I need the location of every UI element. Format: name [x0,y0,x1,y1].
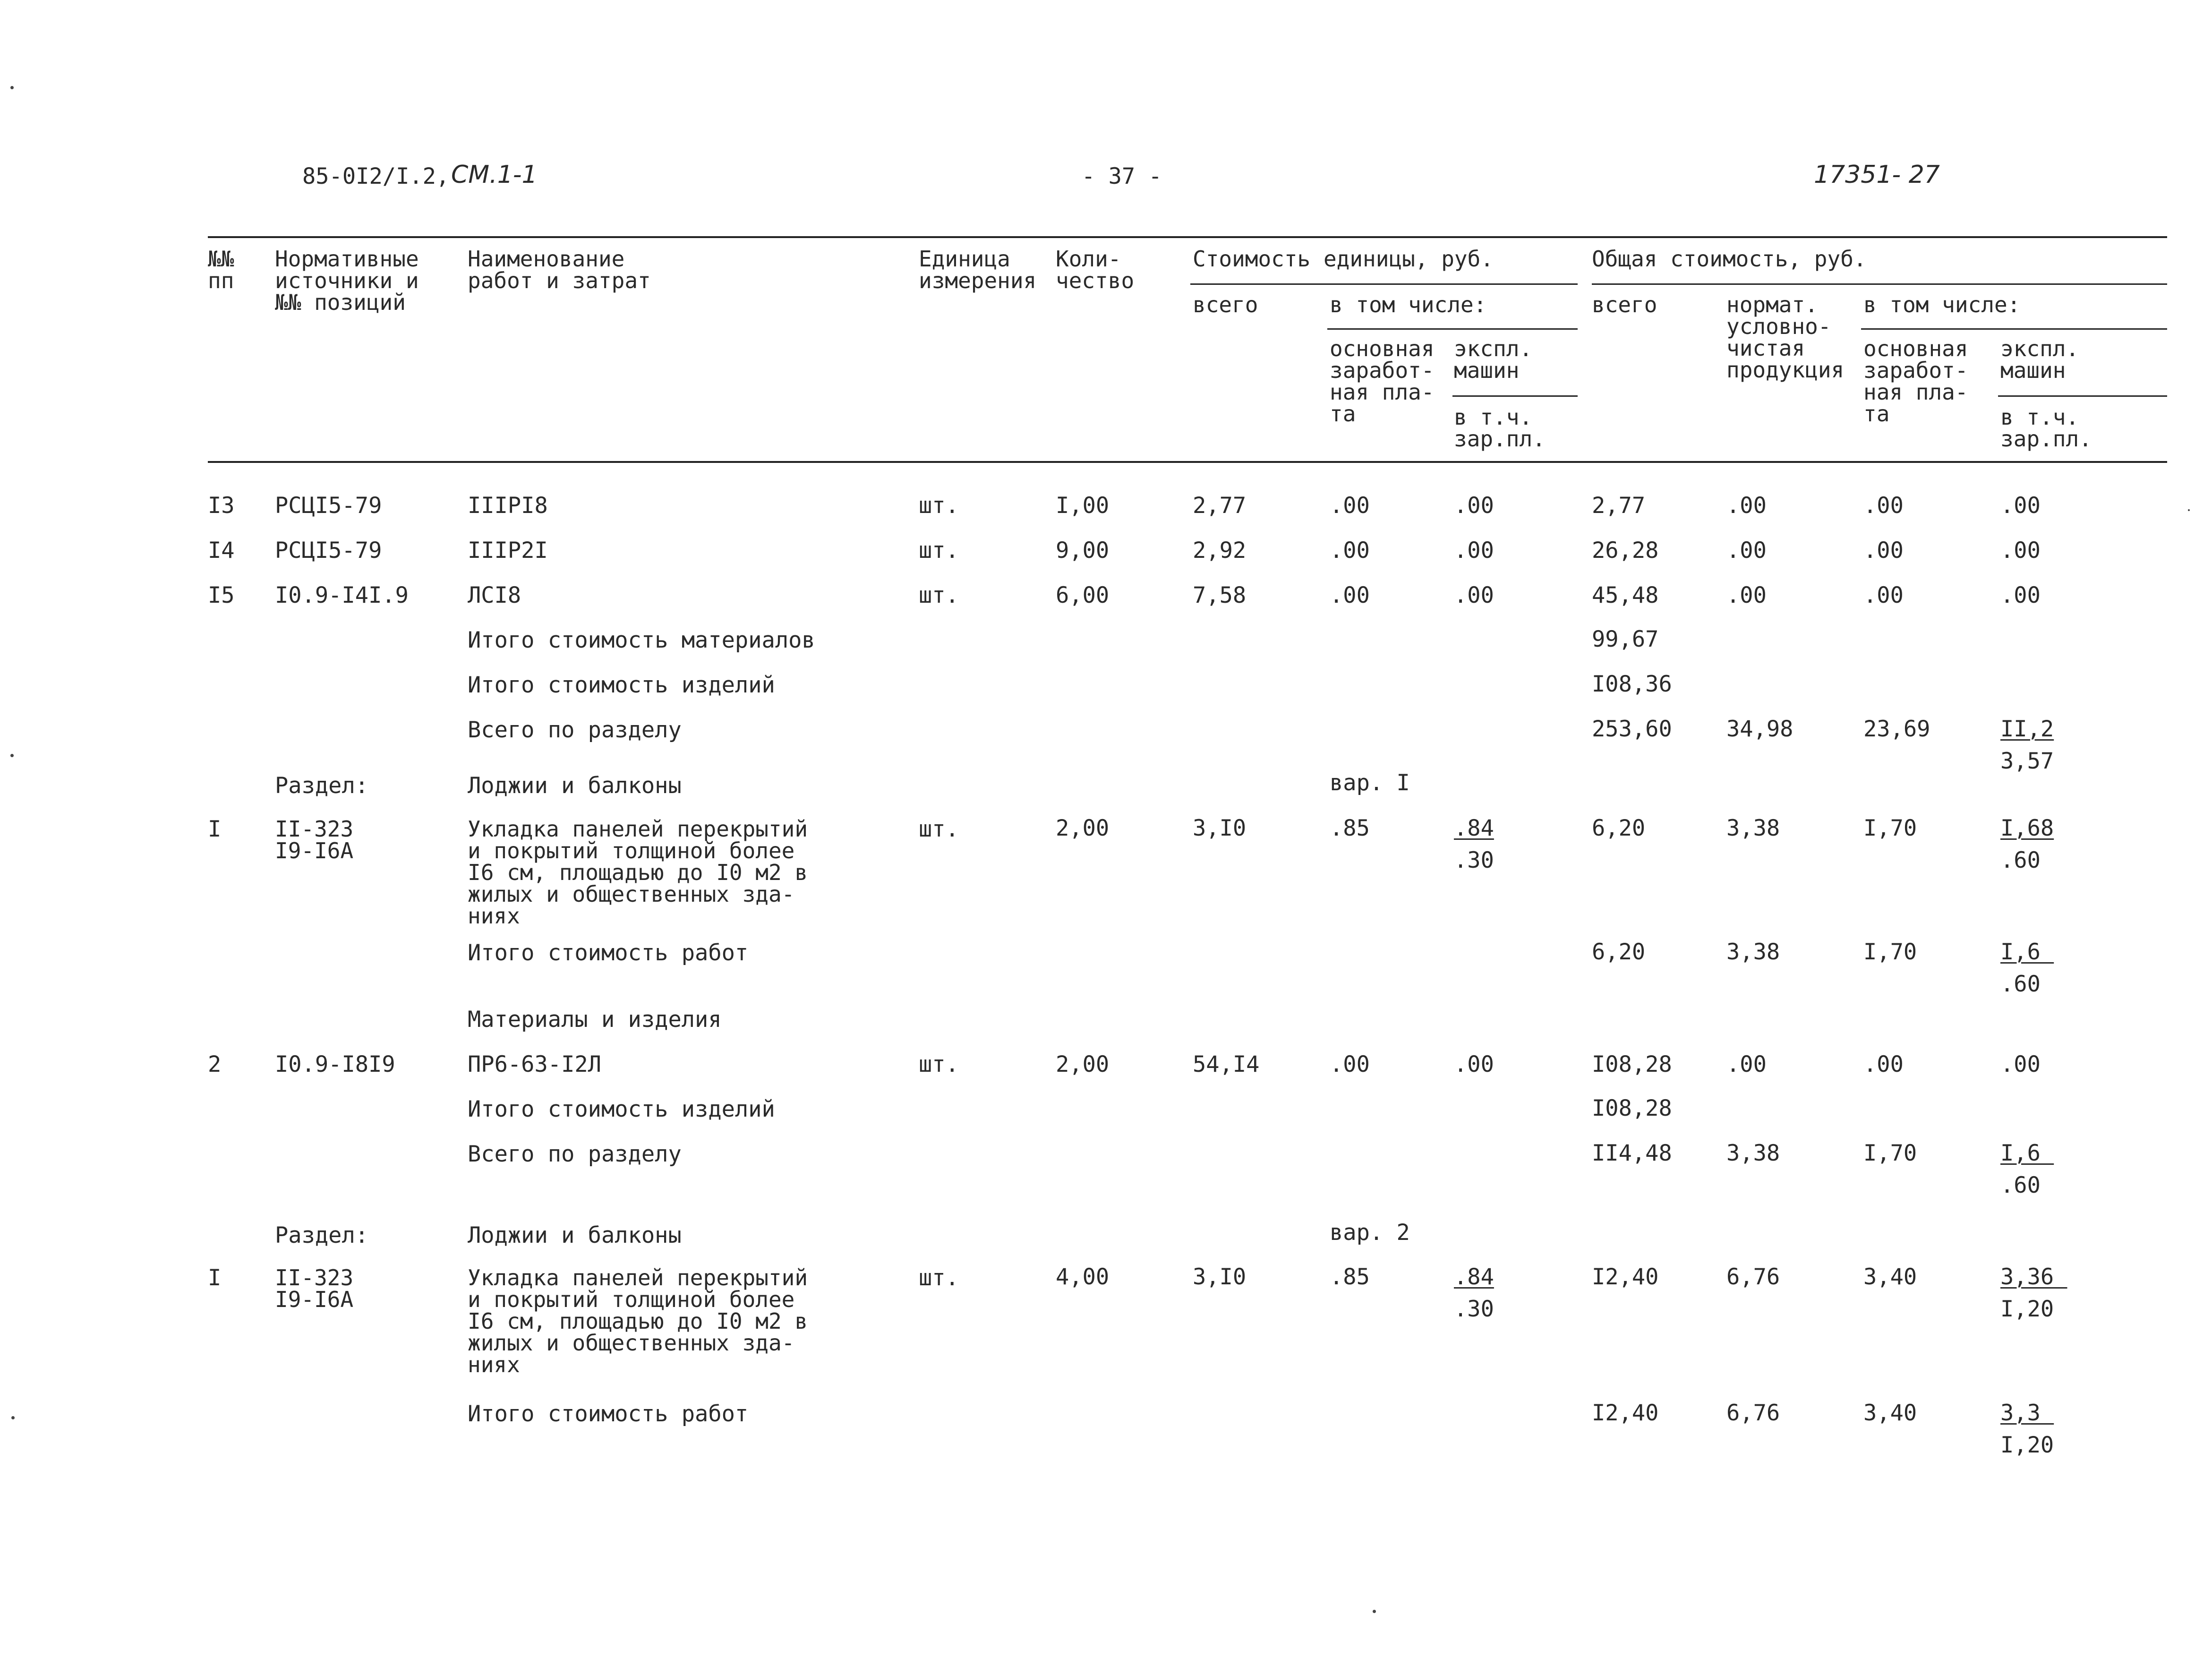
row-name: Укладка панелей перекрытий и покрытий толщиной более I6 см, площадью до I0 м2 в жилых и общественных зда- ниях [468,1265,808,1377]
section-total: II4,48 [1592,1140,1672,1166]
row-qty: 4,00 [1056,1264,1110,1290]
subtotal-total: 6,20 [1592,939,1646,965]
row-name: IIIРI8 [468,493,548,519]
row-total-wage: I,70 [1863,815,1917,841]
subtotal-total: I2,40 [1592,1400,1659,1426]
header-total-total: всего [1592,292,1657,317]
subtotal-total: 99,67 [1592,626,1659,652]
row-unit-total: 54,I4 [1193,1051,1260,1077]
row-unit-wage: .00 [1330,493,1370,519]
subtotal-mach-wage: .60 [2000,971,2041,997]
row-total: 26,28 [1592,538,1659,564]
total-incl-rule [1861,328,2167,330]
row-unit-mach: .84 [1454,815,1494,841]
subtotal-label: Итого стоимость изделий [468,672,775,698]
section-label: Раздел: [275,1222,369,1248]
row-total-norm: .00 [1726,582,1767,608]
subtotal-norm: 3,38 [1726,939,1780,965]
subtotal-wage: 3,40 [1863,1400,1917,1426]
section-total-mach-wage: 3,57 [2000,748,2054,774]
section-total-wage: I,70 [1863,1140,1917,1166]
group-heading: Материалы и изделия [468,1007,722,1033]
header-unit-mach-wage: в т.ч. зар.пл. [1454,404,1546,452]
row-unit-mach: .84 [1454,1264,1494,1290]
subtotal-mach: I,6 [2000,939,2054,965]
row-unit: шт. [919,493,959,519]
unit-mach-rule [1452,395,1578,397]
subtotal-total: I08,36 [1592,671,1672,697]
subtotal-total: I08,28 [1592,1095,1672,1121]
row-total-norm: 3,38 [1726,815,1780,841]
row-total: I2,40 [1592,1264,1659,1290]
table-header-bottom-rule [208,461,2167,463]
header-unit: Единица измерения [919,246,1037,293]
subtotal-mach-wage: I,20 [2000,1432,2054,1458]
row-total-mach: 3,36 [2000,1264,2067,1290]
scan-speck [11,1416,15,1419]
row-total-wage: .00 [1863,493,1904,519]
row-source: II-323 I9-I6А [275,1265,354,1312]
header-total-norm: нормат. условно- чистая продукция [1726,292,1845,383]
header-total-mach: экспл. машин [2000,336,2079,383]
row-unit-mach-wage: .30 [1454,1296,1494,1322]
row-unit-mach: .00 [1454,493,1494,519]
row-total: 45,48 [1592,582,1659,608]
row-num: I3 [208,493,235,519]
row-unit: шт. [919,1051,959,1077]
scan-speck [2188,509,2190,511]
row-unit-total: 3,I0 [1193,815,1247,841]
header-unit-wage: основная заработ- ная пла- та [1330,336,1435,427]
row-total-mach: .00 [2000,1051,2041,1077]
row-total: I08,28 [1592,1051,1672,1077]
section-variant: вар. 2 [1330,1220,1410,1246]
row-total: 6,20 [1592,815,1646,841]
row-unit: шт. [919,1265,959,1291]
row-source: РСЦI5-79 [275,538,382,564]
section-total-mach-wage: .60 [2000,1172,2041,1198]
row-total-norm: .00 [1726,538,1767,564]
row-unit-wage: .85 [1330,815,1370,841]
header-total-mach-wage: в т.ч. зар.пл. [2000,404,2092,452]
scan-speck [10,86,14,89]
section-total-mach: I,6 [2000,1140,2054,1166]
total-cost-rule [1592,283,2167,285]
header-source: Нормативные источники и №№ позиций [275,246,419,315]
row-num: 2 [208,1051,222,1077]
section-title: Лоджии и балконы [468,1222,682,1248]
row-total-wage: .00 [1863,1051,1904,1077]
header-unit-incl: в том числе: [1330,292,1487,317]
row-name: IIIР2I [468,538,548,564]
row-num: I [208,1265,222,1291]
document-code-handwritten: СМ.1-1 [451,161,538,189]
row-total: 2,77 [1592,493,1646,519]
section-title: Лоджии и балконы [468,773,682,799]
row-unit-mach: .00 [1454,538,1494,564]
subtotal-label: Итого стоимость работ [468,940,749,966]
row-total-mach: .00 [2000,493,2041,519]
row-total-mach-wage: .60 [2000,847,2041,873]
unit-incl-rule [1327,328,1578,330]
subtotal-norm: 6,76 [1726,1400,1780,1426]
section-total: 253,60 [1592,716,1672,742]
section-total-norm: 3,38 [1726,1140,1780,1166]
section-total-norm: 34,98 [1726,716,1794,742]
subtotal-mach: 3,3 [2000,1400,2054,1426]
header-unit-total: всего [1193,292,1258,317]
section-total-mach: II,2 [2000,716,2054,742]
row-total-wage: .00 [1863,538,1904,564]
header-unit-mach: экспл. машин [1454,336,1533,383]
table-top-rule [208,236,2167,238]
row-qty: 2,00 [1056,1051,1110,1077]
row-total-wage: 3,40 [1863,1264,1917,1290]
inventory-stamp: 17351- 27 [1814,161,1940,189]
row-unit-wage: .85 [1330,1264,1370,1290]
row-unit-wage: .00 [1330,582,1370,608]
header-total-wage: основная заработ- ная пла- та [1863,336,1968,427]
row-unit: шт. [919,538,959,564]
row-qty: I,00 [1056,493,1110,519]
row-num: I5 [208,582,235,608]
header-unit-cost: Стоимость единицы, руб. [1193,246,1494,272]
document-code: 85-0I2/I.2, [302,163,450,189]
subtotal-label: Итого стоимость изделий [468,1096,775,1122]
section-total-wage: 23,69 [1863,716,1930,742]
row-qty: 9,00 [1056,538,1110,564]
row-unit: шт. [919,816,959,842]
row-total-norm: .00 [1726,1051,1767,1077]
row-total-mach: I,68 [2000,815,2054,841]
total-mach-rule [1998,395,2167,397]
row-unit-total: 7,58 [1193,582,1247,608]
section-label: Раздел: [275,773,369,799]
header-qty: Коли- чество [1056,246,1135,293]
row-unit-mach: .00 [1454,582,1494,608]
row-unit-mach: .00 [1454,1051,1494,1077]
scan-speck [10,754,14,757]
row-unit-total: 2,77 [1193,493,1247,519]
row-unit-wage: .00 [1330,1051,1370,1077]
header-num: №№ пп [208,246,234,293]
row-total-wage: .00 [1863,582,1904,608]
row-qty: 6,00 [1056,582,1110,608]
row-num: I [208,816,222,842]
row-total-norm: .00 [1726,493,1767,519]
row-unit-mach-wage: .30 [1454,847,1494,873]
row-unit: шт. [919,582,959,608]
subtotal-label: Итого стоимость материалов [468,627,815,653]
row-name: ПР6-63-I2Л [468,1051,601,1077]
section-total-label: Всего по разделу [468,1141,682,1167]
row-unit-total: 2,92 [1193,538,1247,564]
row-total-norm: 6,76 [1726,1264,1780,1290]
row-source: РСЦI5-79 [275,493,382,519]
row-qty: 2,00 [1056,815,1110,841]
header-total-cost: Общая стоимость, руб. [1592,246,1867,272]
unit-cost-rule [1190,283,1578,285]
row-source: I0.9-I8I9 [275,1051,395,1077]
row-unit-total: 3,I0 [1193,1264,1247,1290]
row-source: I0.9-I4I.9 [275,582,409,608]
row-unit-wage: .00 [1330,538,1370,564]
section-variant: вар. I [1330,770,1410,796]
row-total-mach: .00 [2000,582,2041,608]
header-name: Наименование работ и затрат [468,246,651,293]
row-name: ЛСI8 [468,582,521,608]
header-total-incl: в том числе: [1863,292,2021,317]
row-num: I4 [208,538,235,564]
subtotal-wage: I,70 [1863,939,1917,965]
subtotal-label: Итого стоимость работ [468,1401,749,1427]
row-source: II-323 I9-I6А [275,816,354,863]
section-total-label: Всего по разделу [468,717,682,743]
scan-speck [1373,1610,1376,1613]
row-total-mach: .00 [2000,538,2041,564]
row-name: Укладка панелей перекрытий и покрытий толщиной более I6 см, площадью до I0 м2 в жилых и общественных зда- ниях [468,816,808,929]
row-total-mach-wage: I,20 [2000,1296,2054,1322]
page-number: - 37 - [1082,163,1162,189]
